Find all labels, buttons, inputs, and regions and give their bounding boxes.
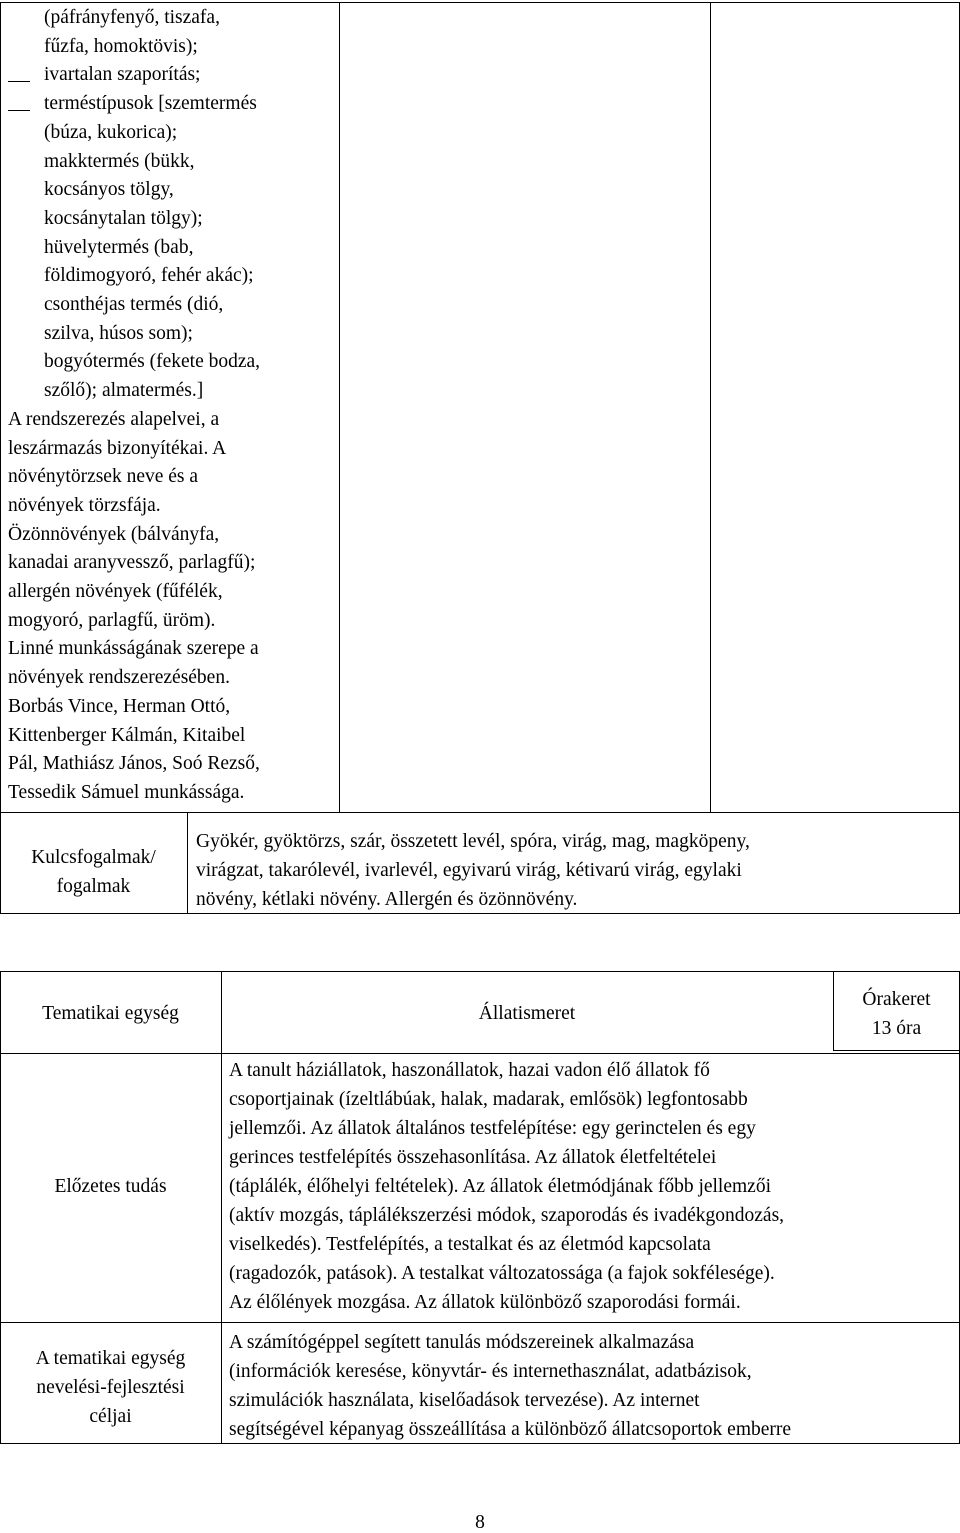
text-line: viselkedés). Testfelépítés, a testalkat és az életmód kapcsolata (229, 1234, 711, 1255)
topic-line: hüvelytermés (bab, (44, 236, 194, 258)
topic-line: Pál, Mathiász János, Soó Rezső, (8, 753, 260, 775)
text-line: A számítógéppel segített tanulás módszereinek alkalmazása (229, 1332, 695, 1353)
topic-line: Tessedik Sámuel munkássága. (8, 781, 245, 803)
topic-line: bogyótermés (fekete bodza, (44, 351, 261, 373)
text-line: (információk keresése, könyvtár- és internethasználat, adatbázisok, (229, 1361, 752, 1382)
topic-line: Borbás Vince, Herman Ottó, (8, 695, 231, 717)
topic-line: földimogyoró, fehér akác); (44, 265, 254, 287)
list-dash (8, 81, 30, 82)
list-dash (8, 110, 30, 111)
text-line: jellemzői. Az állatok általános testfelépítése: egy gerinctelen és egy (229, 1118, 756, 1139)
goals-label-line: A tematikai egység (35, 1348, 186, 1369)
goals-label-line: nevelési-fejlesztési (36, 1377, 185, 1398)
text-line: (aktív mozgás, táplálékszerzési módok, szaporodás és ivadékgondozás, (229, 1205, 785, 1226)
hours-value: 13 óra (871, 1018, 922, 1039)
text-line: Az élőlények mozgása. Az állatok különböző szaporodási formái. (229, 1292, 741, 1313)
topic-line: A rendszerezés alapelvei, a (8, 408, 220, 430)
topic-line: növények rendszerezésében. (8, 667, 230, 689)
key-concepts-label-line: fogalmak (56, 876, 131, 897)
text-line: szimulációk használata, kiselőadások tervezése). Az internet (229, 1390, 700, 1411)
key-concepts-line: Gyökér, gyöktörzs, szár, összetett levél, spóra, virág, mag, magköpeny, (196, 831, 750, 852)
text-line: segítségével képanyag összeállítása a különböző állatcsoportok emberre (229, 1419, 792, 1440)
text-line: (táplálék, élőhelyi feltételek). Az állatok életmódjának főbb jellemzői (229, 1176, 771, 1197)
unit-title: Állatismeret (478, 1003, 576, 1024)
topic-line: növények törzsfája. (8, 494, 161, 516)
topic-line: allergén növények (fűfélék, (8, 581, 223, 602)
topic-line: kocsányos tölgy, (44, 179, 174, 201)
topic-line: (páfrányfenyő, tiszafa, (44, 7, 220, 28)
text-line: gerinces testfelépítés összehasonlítása. Az állatok életfeltételei (229, 1147, 717, 1168)
topic-line: (búza, kukorica); (44, 121, 178, 143)
key-concepts-line: virágzat, takarólevél, ivarlevél, egyivarú virág, kétivarú virág, egylaki (196, 860, 742, 881)
topic-line: kocsánytalan tölgy); (44, 207, 203, 229)
topic-line: Özönnövények (bálványfa, (8, 523, 220, 545)
text-line: (ragadozók, patások). A testalkat változatossága (a fajok sokfélesége). (229, 1263, 775, 1284)
topic-line: leszármazás bizonyítékai. A (8, 437, 227, 459)
hours-label: Órakeret (862, 989, 931, 1010)
key-concepts-line: növény, kétlaki növény. Allergén és özönnövény. (196, 889, 578, 910)
page-number: 8 (475, 1512, 485, 1533)
key-concepts-label-line: Kulcsfogalmak/ (31, 847, 156, 868)
topic-line: szilva, húsos som); (44, 322, 193, 344)
prior-knowledge-label: Előzetes tudás (54, 1176, 167, 1197)
topic-line: mogyoró, parlagfű, üröm). (8, 609, 216, 631)
topic-line: Linné munkásságának szerepe a (8, 638, 259, 660)
unit-label: Tematikai egység (42, 1003, 179, 1024)
topic-line: szőlő); almatermés.] (44, 380, 204, 402)
topic-line: ivartalan szaporítás; (44, 64, 201, 86)
text-line: A tanult háziállatok, haszonállatok, hazai vadon élő állatok fő (229, 1060, 710, 1081)
goals-label-line: céljai (89, 1406, 132, 1427)
topic-line: növénytörzsek neve és a (8, 466, 199, 488)
topic-line: terméstípusok [szemtermés (44, 93, 257, 115)
topic-line: fűzfa, homoktövis); (44, 35, 198, 57)
topic-line: kanadai aranyvessző, parlagfű); (8, 552, 256, 574)
text-line: csoportjainak (ízeltlábúak, halak, madarak, emlősök) legfontosabb (229, 1089, 748, 1110)
topic-line: makktermés (bükk, (44, 150, 195, 172)
topic-line: Kittenberger Kálmán, Kitaibel (8, 724, 246, 746)
topic-line: csonthéjas termés (dió, (44, 294, 224, 315)
